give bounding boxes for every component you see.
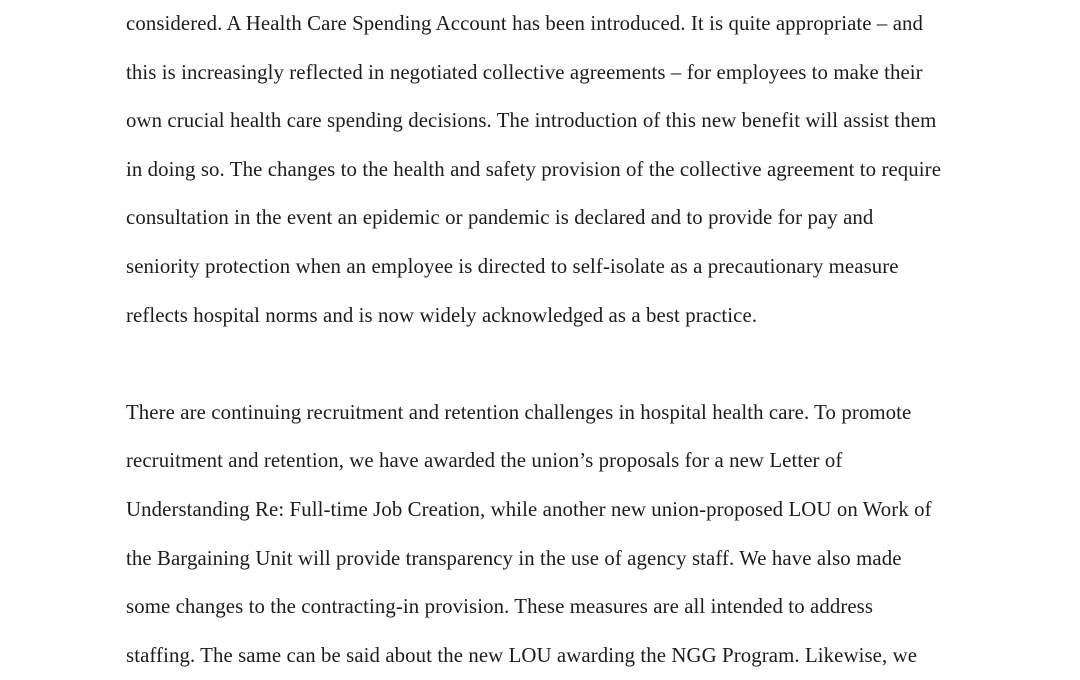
document-page xyxy=(126,0,956,680)
text-line: in doing so. The changes to the health and safety provision of the collective agreement to require xyxy=(126,157,942,181)
text-line: There are continuing recruitment and retention challenges in hospital health care. To promote xyxy=(126,400,912,424)
text-line: seniority protection when an employee is directed to self-isolate as a precautionary measure xyxy=(126,254,899,278)
text-line: consultation in the event an epidemic or pandemic is declared and to provide for pay and xyxy=(126,206,874,230)
text-line: reflects hospital norms and is now widely acknowledged as a best practice. xyxy=(126,303,758,327)
text-line: own crucial health care spending decisions. The introduction of this new benefit will assist them xyxy=(126,109,937,133)
text-line: considered. A Health Care Spending Account has been introduced. It is quite appropriate – and xyxy=(126,12,924,35)
paragraph-2 xyxy=(126,389,956,680)
text-line: some changes to the contracting-in provision. These measures are all intended to address xyxy=(126,595,874,619)
text-line: Understanding Re: Full-time Job Creation, while another new union-proposed LOU on Work of xyxy=(126,497,932,521)
text-line: this is increasingly reflected in negotiated collective agreements – for employees to make their xyxy=(126,60,923,84)
paragraph-1 xyxy=(126,0,956,340)
text-line: the Bargaining Unit will provide transparency in the use of agency staff. We have also made xyxy=(126,546,902,570)
text-line: staffing. The same can be said about the new LOU awarding the NGG Program. Likewise, we xyxy=(126,643,918,667)
text-line: recruitment and retention, we have awarded the union’s proposals for a new Letter of xyxy=(126,449,843,473)
